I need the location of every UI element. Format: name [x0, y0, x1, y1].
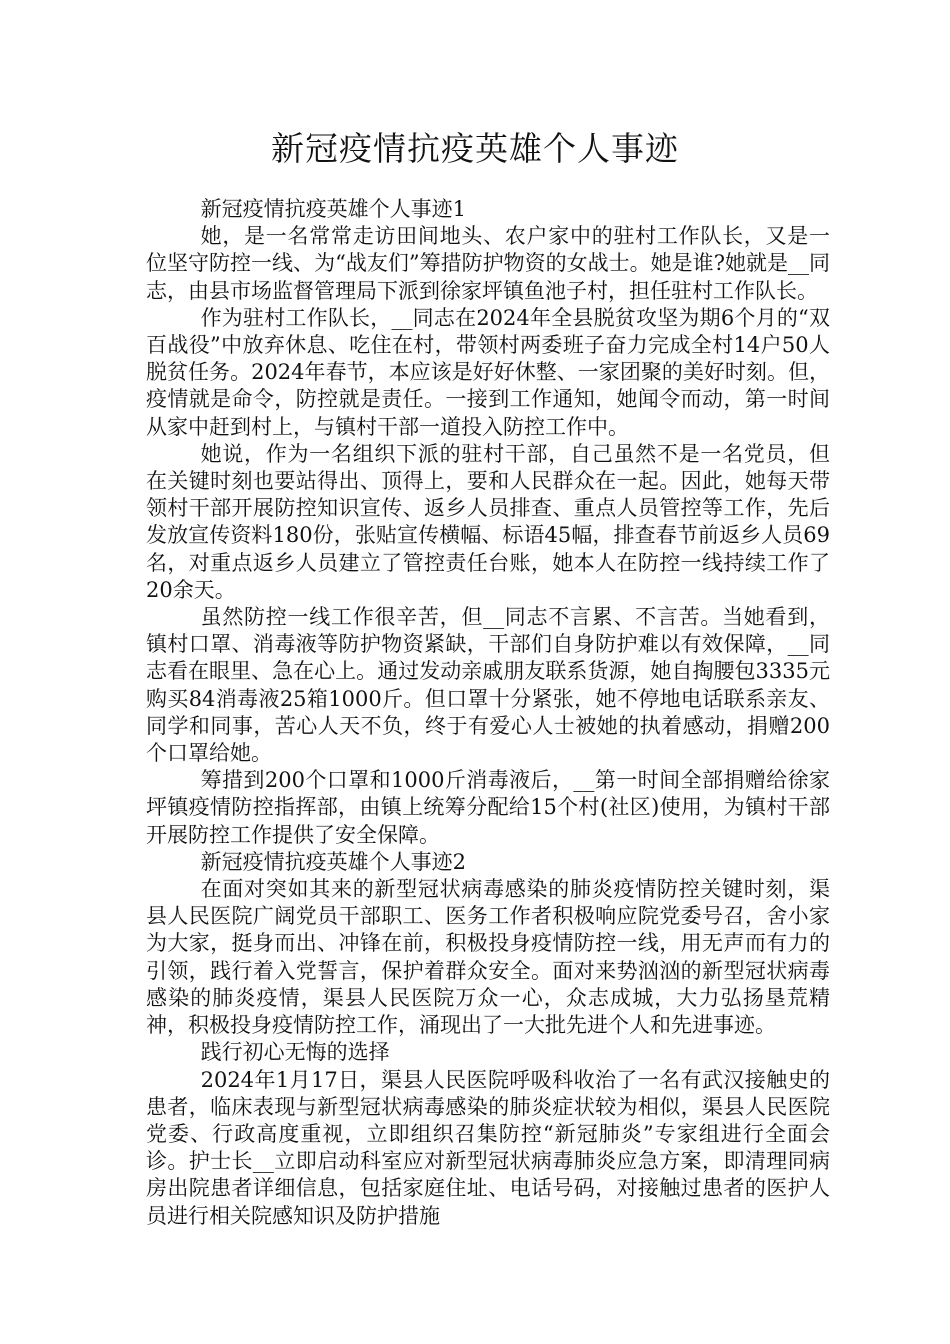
- document-title: 新冠疫情抗疫英雄个人事迹: [271, 129, 679, 168]
- paragraph: 她，是一名常常走访田间地头、农户家中的驻村工作队长，又是一位坚守防控一线、为“战友们”筹措防护物资的女战士。她是谁?她就是__同志，由县市场监督管理局下派到徐家坪镇鱼池子村，担任驻村工作队长。: [146, 224, 830, 303]
- paragraph: 作为驻村工作队长，__同志在2024年全县脱贫攻坚为期6个月的“双百战役”中放弃休息、吃住在村，带领村两委班子奋力完成全村14户50人脱贫任务。2024年春节，本应该是好好休整、一家团聚的美好时刻。但，疫情就是命令，防控就是责任。一接到工作通知，她闻令而动，第一时间从家中赶到村上，与镇村干部一道投入防控工作中。: [146, 305, 830, 439]
- paragraph: 她说，作为一名组织下派的驻村干部，自己虽然不是一名党员，但在关键时刻也要站得出、顶得上，要和人民群众在一起。因此，她每天带领村干部开展防控知识宣传、返乡人员排查、重点人员管控等工作，先后发放宣传资料180份，张贴宣传横幅、标语45幅，排查春节前返乡人员69名，对重点返乡人员建立了管控责任台账，她本人在防控一线持续工作了20余天。: [146, 441, 830, 602]
- paragraph: 筹措到200个口罩和1000斤消毒液后，__第一时间全部捐赠给徐家坪镇疫情防控指挥部，由镇上统筹分配给15个村(社区)使用，为镇村干部开展防控工作提供了安全保障。: [146, 768, 830, 847]
- paragraph: 2024年1月17日，渠县人民医院呼吸科收治了一名有武汉接触史的患者，临床表现与新型冠状病毒感染的肺炎症状较为相似，渠县人民医院党委、行政高度重视，立即组织召集防控“新冠肺炎”专家组进行全面会诊。护士长__立即启动科室应对新型冠状病毒肺炎应急方案，即清理同病房出院患者详细信息，包括家庭住址、电话号码，对接触过患者的医护人员进行相关院感知识及防护措施: [146, 1067, 830, 1228]
- section-heading: 新冠疫情抗疫英雄个人事迹1: [200, 197, 466, 221]
- paragraph: 虽然防控一线工作很辛苦，但__同志不言累、不言苦。当她看到，镇村口罩、消毒液等防护物资紧缺，干部们自身防护难以有效保障，__同志看在眼里、急在心上。通过发动亲戚朋友联系货源，她自掏腰包3335元购买84消毒液25箱1000斤。但口罩十分紧张，她不停地电话联系亲友、同学和同事，苦心人天不负，终于有爱心人士被她的执着感动，捐赠200个口罩给她。: [146, 605, 830, 766]
- section-heading: 践行初心无悔的选择: [200, 1040, 390, 1065]
- section-heading: 新冠疫情抗疫英雄个人事迹2: [200, 849, 466, 874]
- paragraph: 在面对突如其来的新型冠状病毒感染的肺炎疫情防控关键时刻，渠县人民医院广阔党员干部职工、医务工作者积极响应院党委号召，舍小家为大家，挺身而出、冲锋在前，积极投身疫情防控一线，用无声而有力的引领，践行着入党誓言，保护着群众安全。面对来势汹汹的新型冠状病毒感染的肺炎疫情，渠县人民医院万众一心，众志成城，大力弘扬垦荒精神，积极投身疫情防控工作，涌现出了一大批先进个人和先进事迹。: [146, 877, 830, 1038]
- document-body: [146, 196, 830, 1230]
